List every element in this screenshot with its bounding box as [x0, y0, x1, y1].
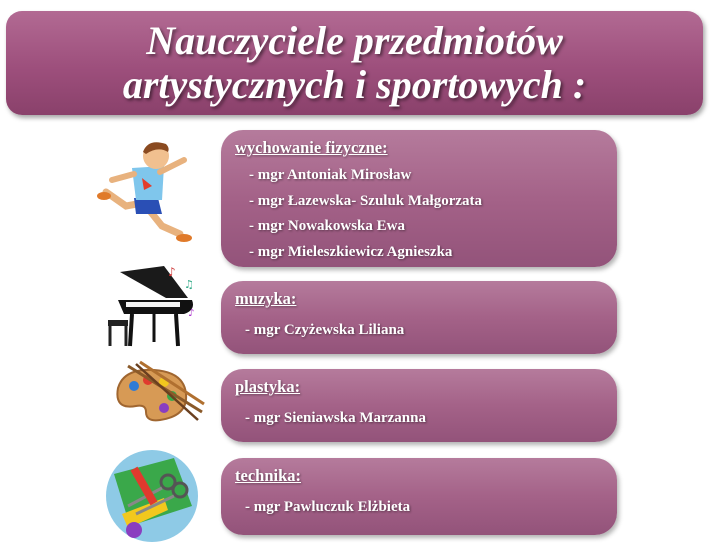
- section-card-art: [221, 369, 617, 442]
- title-banner: [6, 11, 703, 115]
- title-line-2: artystycznych i sportowych :: [122, 62, 587, 107]
- section-heading: technika:: [235, 466, 301, 485]
- teacher-list: [245, 318, 404, 344]
- svg-text:♪: ♪: [188, 308, 195, 319]
- section-heading: plastyka:: [235, 377, 301, 396]
- section-heading: muzyka:: [235, 289, 297, 308]
- teacher-item: - mgr Łazewska- Szuluk Małgorzata: [249, 192, 483, 209]
- svg-text:♪: ♪: [168, 265, 176, 279]
- teacher-item: - mgr Mieleszkiewicz Agnieszka: [249, 243, 453, 260]
- teacher-list: [245, 406, 426, 432]
- section-card-music: [221, 281, 617, 354]
- section-heading: wychowanie fizyczne:: [235, 138, 388, 157]
- title-line-1: Nauczyciele przedmiotów: [146, 18, 563, 63]
- teacher-list: [249, 163, 482, 265]
- teacher-item: - mgr Antoniak Mirosław: [249, 167, 412, 183]
- running-boy-icon: [96, 138, 208, 248]
- teacher-item: - mgr Czyżewska Liliana: [245, 322, 405, 338]
- section-card-tech: [221, 458, 617, 535]
- craft-tools-icon: [104, 444, 200, 548]
- teacher-list: [245, 495, 410, 521]
- teacher-item: - mgr Sieniawska Marzanna: [245, 410, 426, 426]
- teacher-item: - mgr Nowakowska Ewa: [249, 218, 405, 235]
- teacher-item: - mgr Pawluczuk Elżbieta: [245, 499, 411, 515]
- grand-piano-icon: [104, 262, 200, 354]
- svg-text:♫: ♫: [184, 278, 194, 291]
- section-card-sport: [221, 130, 617, 267]
- paint-palette-icon: [106, 360, 206, 430]
